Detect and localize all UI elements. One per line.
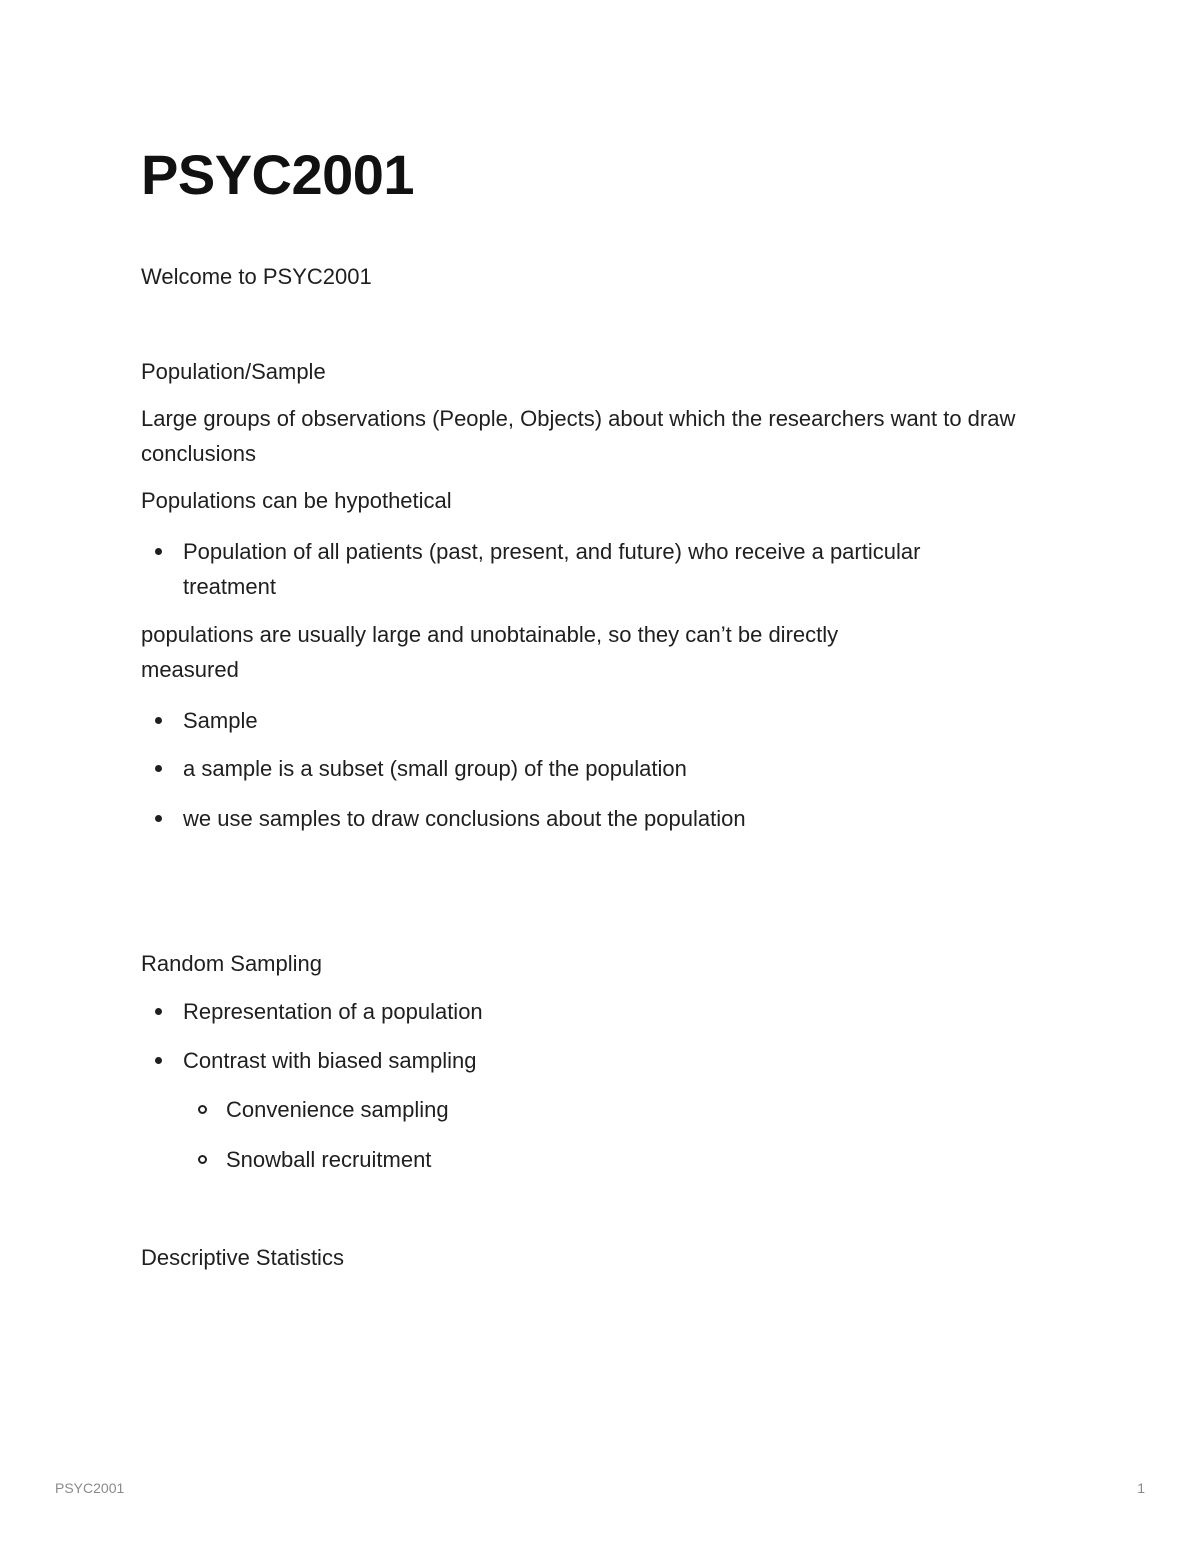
- page-title: PSYC2001: [141, 143, 415, 206]
- sub-list-item: Snowball recruitment: [226, 1142, 431, 1177]
- list-item: Contrast with biased sampling: [183, 1043, 476, 1078]
- footer-page-number: 1: [1137, 1480, 1145, 1496]
- welcome-text: Welcome to PSYC2001: [141, 264, 372, 289]
- footer-doc-name: PSYC2001: [55, 1480, 125, 1496]
- population-definition: Large groups of observations (People, Objects) about which the researchers want to draw conclusions: [141, 406, 1016, 466]
- list-item: Population of all patients (past, present, and future) who receive a particular treatment: [183, 534, 933, 604]
- population-heading: Population/Sample: [141, 359, 326, 384]
- random-sampling-heading: Random Sampling: [141, 951, 322, 976]
- descriptive-statistics-heading: Descriptive Statistics: [141, 1245, 344, 1270]
- sub-list-item: Convenience sampling: [226, 1092, 449, 1127]
- populations-hypothetical: Populations can be hypothetical: [141, 488, 452, 513]
- list-item: a sample is a subset (small group) of the population: [183, 751, 687, 786]
- populations-unobtainable: populations are usually large and unobtainable, so they can’t be directly measured: [141, 622, 839, 682]
- list-item: Representation of a population: [183, 994, 483, 1029]
- list-item: Sample: [183, 703, 258, 738]
- list-item: we use samples to draw conclusions about the population: [183, 801, 746, 836]
